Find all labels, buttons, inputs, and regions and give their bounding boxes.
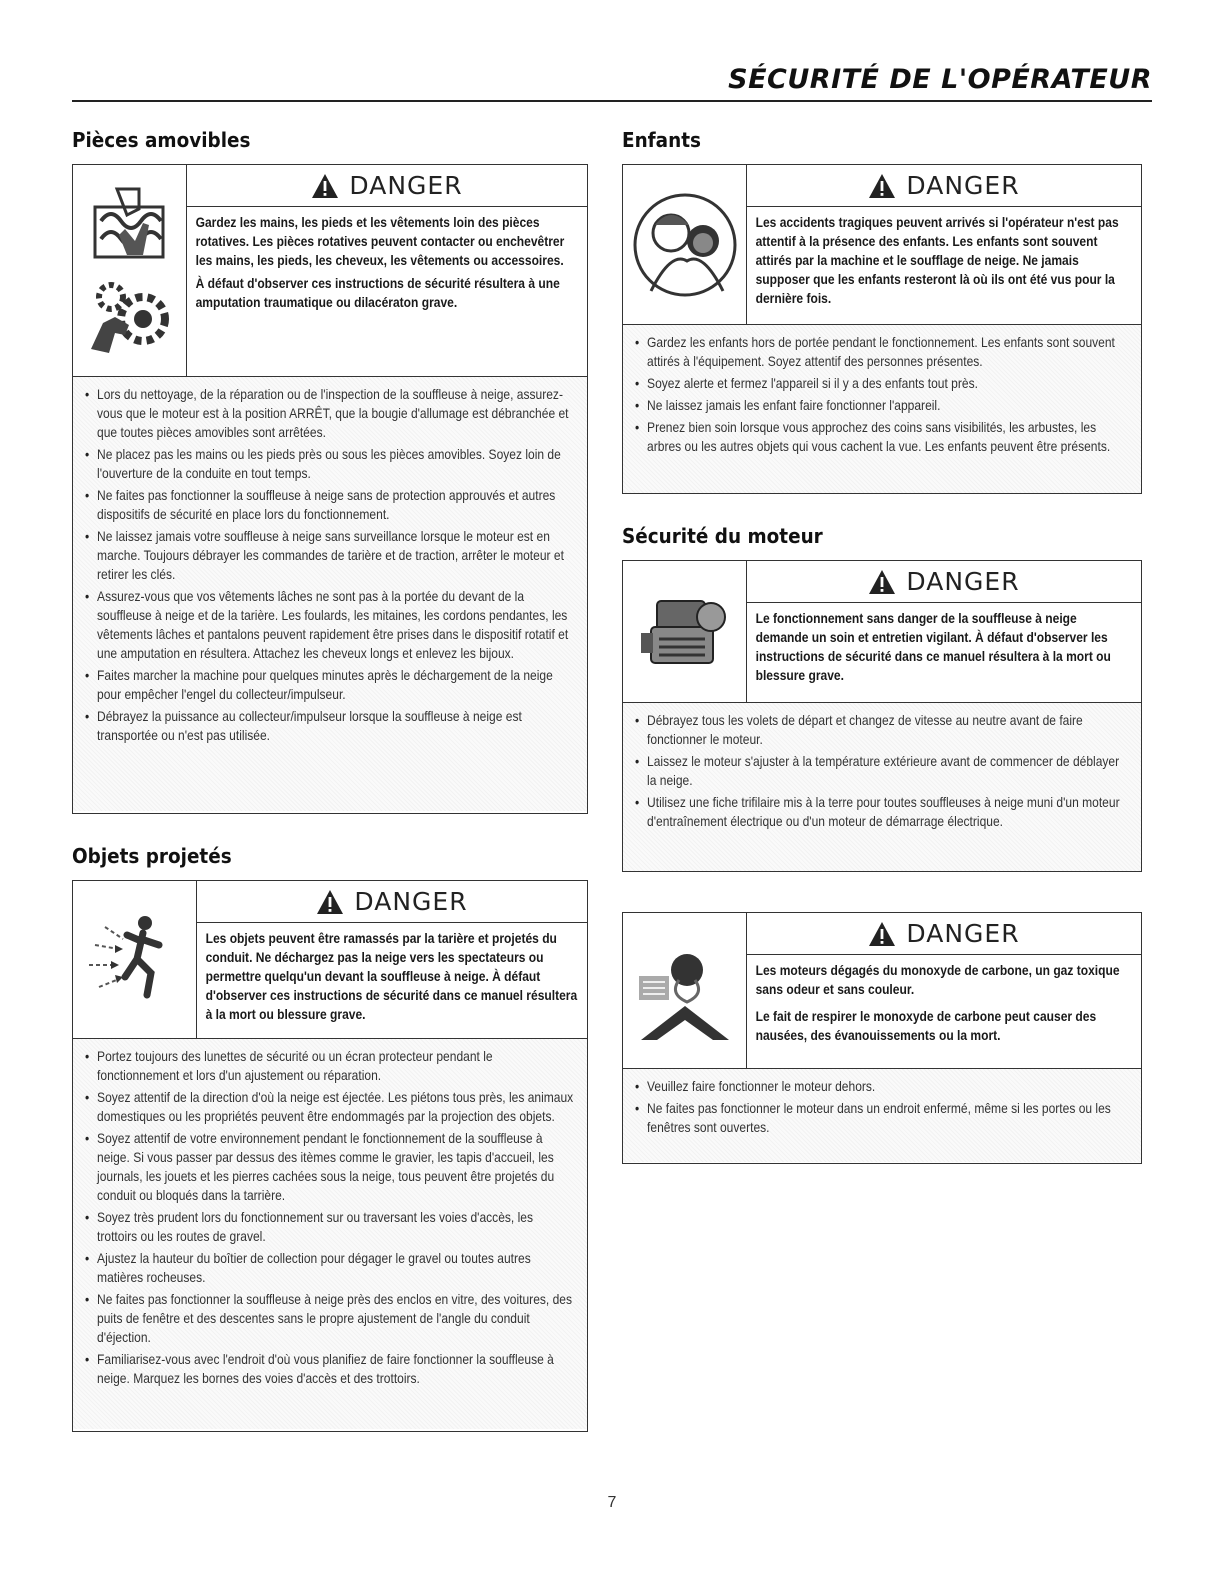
safety-list-pieces xyxy=(73,377,587,811)
gear-hand-icon xyxy=(85,279,175,357)
danger-paragraph: Gardez les mains, les pieds et les vêtements loin des pièces rotatives. Les pièces rotatives peuvent contacter ou enchevêtrer les mains, les pieds, les cheveux, les vêtements ou accessoires. xyxy=(195,214,565,268)
page-number: 7 xyxy=(607,1494,617,1511)
danger-message xyxy=(747,207,1140,316)
danger-illustration xyxy=(623,561,747,702)
list-item: • Ne faites pas fonctionner la souffleuse à neige sans de protection approuvés et autres dispositifs de sécurité en place lors du fonctionnement. xyxy=(85,486,574,524)
danger-illustration xyxy=(73,165,187,376)
list-item: • Utilisez une fiche trifilaire mis à la terre pour toutes souffleuses à neige muni d'un moteur d'entraînement électrique ou d'un moteur de démarrage électrique. xyxy=(635,793,1128,831)
danger-content xyxy=(747,561,1141,702)
warning-triangle-icon xyxy=(868,569,896,595)
danger-header xyxy=(73,165,587,377)
danger-label: DANGER xyxy=(354,887,468,916)
list-item: • Ne laissez jamais votre souffleuse à neige sans surveillance lorsque le moteur est en marche. Toujours débrayer les commandes de tarière et de traction, arrêter le moteur et retirer les clés. xyxy=(85,527,574,584)
safety-list-moteur xyxy=(623,703,1141,871)
warning-triangle-icon xyxy=(868,173,896,199)
warning-triangle-icon xyxy=(868,921,896,947)
list-item: • Faites marcher la machine pour quelques minutes après le déchargement de la neige pour empêcher l'engel du collecteur/impulseur. xyxy=(85,666,574,704)
danger-banner xyxy=(747,913,1141,955)
list-item: • Ne laissez jamais les enfant faire fonctionner l'appareil. xyxy=(635,396,1128,415)
danger-label: DANGER xyxy=(906,171,1020,200)
danger-content xyxy=(187,165,587,376)
list-item: • Ne faites pas fonctionner le moteur dans un endroit enfermé, même si les portes ou les fenêtres sont ouvertes. xyxy=(635,1099,1128,1137)
danger-paragraph: Les accidents tragiques peuvent arrivés si l'opérateur n'est pas attentif à la présence des enfants. Les enfants sont souvent attirés par la machine et le soufflage de neige. Ne jamais supposer que les enfants resteront là où ils ont été vus pour la dernière fois. xyxy=(755,214,1119,306)
danger-paragraph: Le fonctionnement sans danger de la souffleuse à neige demande un soin et entretien vigilant. À défaut d'observer les instructions de sécurité dans ce manuel résultera à la mort ou blessure grave. xyxy=(755,610,1111,683)
danger-illustration xyxy=(623,913,747,1068)
danger-banner xyxy=(187,165,587,207)
list-item: • Débrayez la puissance au collecteur/impulseur lorsque la souffleuse à neige est transportée ou n'est pas utilisée. xyxy=(85,707,574,745)
danger-header xyxy=(623,165,1141,325)
danger-block-pieces xyxy=(72,164,588,814)
list-item: • Soyez attentif de votre environnement pendant le fonctionnement de la souffleuse à neige. Si vous passer par dessus des itèmes comme le gravier, les tapis d'accueil, les journals, les jouets et les pierres cachées sous la neige, tous peuvent être projetés du conduit ou bloqués dans la tarrière. xyxy=(85,1129,574,1205)
list-item: • Lors du nettoyage, de la réparation ou de l'inspection de la souffleuse à neige, assurez-vous que le moteur est à la position ARRÊT, que la bougie d'allumage est débranchée et que toutes pièces amovibles sont arrêtées. xyxy=(85,385,574,442)
danger-content xyxy=(197,881,587,1038)
engine-icon xyxy=(635,587,735,677)
list-item: • Débrayez tous les volets de départ et changez de vitesse au neutre avant de faire fonctionner le moteur. xyxy=(635,711,1128,749)
list-item: • Portez toujours des lunettes de sécurité ou un écran protecteur pendant le fonctionnement et lors d'un ajustement ou réparation. xyxy=(85,1047,574,1085)
danger-banner xyxy=(747,165,1141,207)
danger-content xyxy=(747,913,1141,1068)
list-item: • Laissez le moteur s'ajuster à la température extérieure avant de commencer de déblayer la neige. xyxy=(635,752,1128,790)
list-item: • Prenez bien soin lorsque vous approchez des coins sans visibilités, les arbustes, les arbres ou les autres objets qui vous cachent la vue. Les enfants peuvent être présents. xyxy=(635,418,1128,456)
list-item: • Veuillez faire fonctionner le moteur dehors. xyxy=(635,1077,1128,1096)
danger-label: DANGER xyxy=(349,171,463,200)
safety-list-objets xyxy=(73,1039,587,1429)
section-title-pieces: Pièces amovibles xyxy=(72,128,251,152)
danger-banner xyxy=(747,561,1141,603)
warning-triangle-icon xyxy=(311,173,339,199)
toxic-fumes-icon xyxy=(637,936,733,1046)
danger-header xyxy=(73,881,587,1039)
danger-paragraph: À défaut d'observer ces instructions de sécurité résultera à une amputation traumatique ou dilacératon grave. xyxy=(195,275,560,310)
danger-header xyxy=(623,913,1141,1069)
children-icon xyxy=(631,191,739,299)
list-item: • Assurez-vous que vos vêtements lâches ne sont pas à la portée du devant de la souffleuse à neige et de la tarière. Les foulards, les mitaines, les cordons pendantes, les vêtements lâches et pantalons peuvent rapidement être prises dans le dispositif rotatif et une amputation en résultera. Attachez les cheveux longs et enlevez les bijoux. xyxy=(85,587,574,663)
section-title-moteur: Sécurité du moteur xyxy=(622,524,823,548)
danger-message xyxy=(187,207,586,320)
danger-header xyxy=(623,561,1141,703)
danger-block-moteur xyxy=(622,560,1142,872)
list-item: • Familiarisez-vous avec l'endroit d'où vous planifiez de faire fonctionner la souffleuse à neige. Marquez les bornes des voies d'accès et des trottoirs. xyxy=(85,1350,574,1388)
section-title-objets: Objets projetés xyxy=(72,844,232,868)
list-item: • Soyez très prudent lors du fonctionnement sur ou traversant les voies d'accès, les trottoirs ou les routes de gravel. xyxy=(85,1208,574,1246)
list-item: • Soyez attentif de la direction d'où la neige est éjectée. Les piétons tous près, les animaux domestiques ou les propriétés peuvent être endommagés par la projection des objets. xyxy=(85,1088,574,1126)
danger-content xyxy=(747,165,1141,324)
danger-message xyxy=(747,955,1140,1053)
list-item: • Ne placez pas les mains ou les pieds près ou sous les pièces amovibles. Soyez loin de l'ouverture de la conduite en tout temps. xyxy=(85,445,574,483)
danger-block-enfants xyxy=(622,164,1142,494)
section-title-enfants: Enfants xyxy=(622,128,701,152)
danger-label: DANGER xyxy=(906,567,1020,596)
danger-paragraph: Le fait de respirer le monoxyde de carbone peut causer des nausées, des évanouissements ou la mort. xyxy=(755,1008,1097,1043)
safety-list-enfants xyxy=(623,325,1141,493)
auger-hazard-icon xyxy=(87,185,173,267)
thrown-objects-icon xyxy=(85,905,185,1015)
warning-triangle-icon xyxy=(316,889,344,915)
page-header xyxy=(72,62,1152,102)
list-item: • Gardez les enfants hors de portée pendant le fonctionnement. Les enfants sont souvent attirés à l'équipement. Soyez attentif des personnes présentes. xyxy=(635,333,1128,371)
danger-illustration xyxy=(623,165,747,324)
danger-label: DANGER xyxy=(906,919,1020,948)
danger-block-objets xyxy=(72,880,588,1432)
safety-list-monoxyde xyxy=(623,1069,1141,1162)
list-item: • Soyez alerte et fermez l'appareil si il y a des enfants tout près. xyxy=(635,374,1128,393)
danger-message xyxy=(197,923,586,1032)
danger-message xyxy=(747,603,1140,693)
danger-paragraph: Les objets peuvent être ramassés par la tarière et projetés du conduit. Ne déchargez pas la neige vers les spectateurs ou permettre quelqu'un devant la souffleuse à neige. À défaut d'observer ces instructions de sécurité dans ce manuel résultera à la mort ou blessure grave. xyxy=(205,930,578,1022)
page-title: SÉCURITÉ DE L'OPÉRATEUR xyxy=(728,64,1152,95)
list-item: • Ajustez la hauteur du boîtier de collection pour dégager le gravel ou toutes autres matières rocheuses. xyxy=(85,1249,574,1287)
danger-banner xyxy=(197,881,587,923)
list-item: • Ne faites pas fonctionner la souffleuse à neige près des enclos en vitre, des voitures, des puits de fenêtre et des descentes sans le propre ajustement de l'angle du conduit d'éjection. xyxy=(85,1290,574,1347)
danger-paragraph: Les moteurs dégagés du monoxyde de carbone, un gaz toxique sans odeur et sans couleur. xyxy=(755,962,1120,997)
danger-illustration xyxy=(73,881,197,1038)
left-column xyxy=(72,130,588,1432)
right-column xyxy=(622,130,1142,1164)
danger-block-monoxyde xyxy=(622,912,1142,1164)
